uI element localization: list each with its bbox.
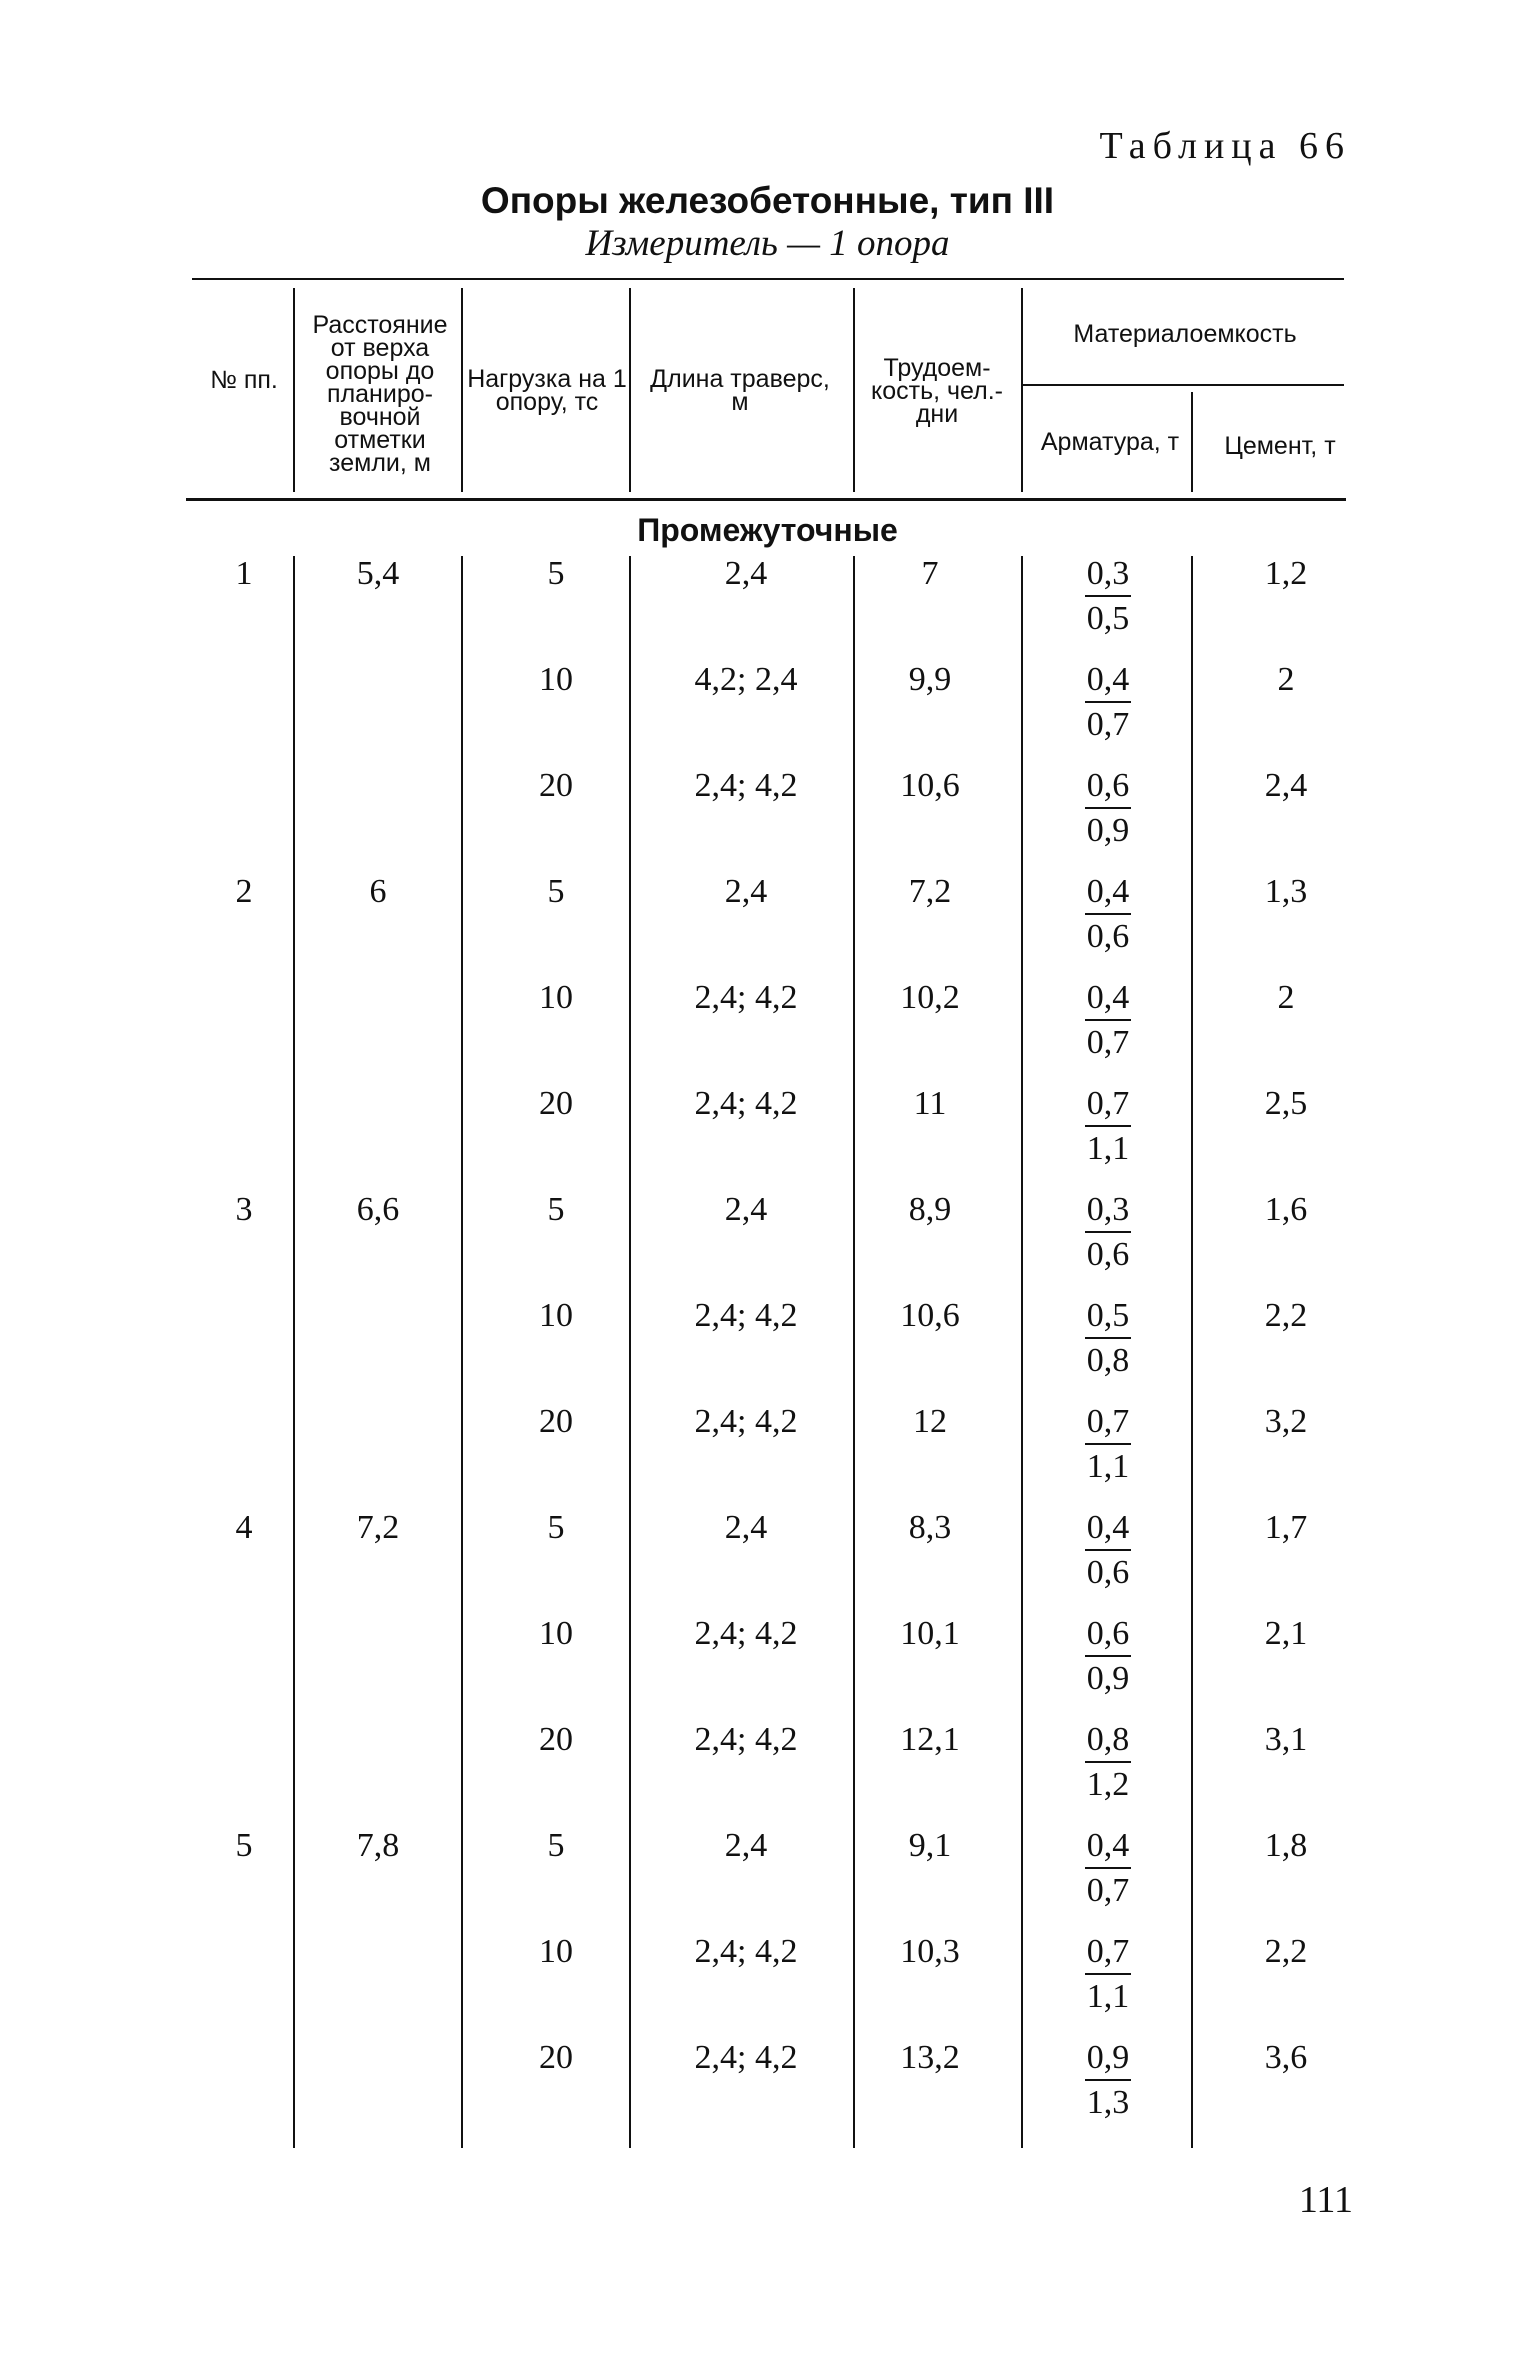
cell-labor: 8,9 bbox=[908, 1191, 952, 1228]
cell-length: 2,4 bbox=[724, 873, 768, 910]
fraction-bar bbox=[1085, 1549, 1131, 1551]
rebar-numerator: 0,7 bbox=[1086, 1933, 1130, 1970]
rebar-denominator: 0,9 bbox=[1086, 1660, 1130, 1697]
cell-cement: 1,3 bbox=[1264, 873, 1308, 910]
cell-length: 2,4 bbox=[724, 1191, 768, 1228]
cell-labor: 8,3 bbox=[908, 1509, 952, 1546]
cell-length: 2,4 bbox=[724, 1827, 768, 1864]
cell-labor: 7 bbox=[921, 555, 939, 592]
table-label: Таблица 66 bbox=[1099, 125, 1351, 167]
cell-cement: 2,4 bbox=[1264, 767, 1308, 804]
cell-load: 10 bbox=[539, 661, 573, 698]
cell-load: 20 bbox=[539, 1085, 573, 1122]
rebar-denominator: 0,9 bbox=[1086, 812, 1130, 849]
rebar-denominator: 1,2 bbox=[1086, 1766, 1130, 1803]
cell-distance: 7,2 bbox=[356, 1509, 400, 1546]
top-rule bbox=[192, 278, 1344, 280]
fraction-bar bbox=[1085, 807, 1131, 809]
rebar-denominator: 1,1 bbox=[1086, 1978, 1130, 2015]
cell-cement: 2 bbox=[1277, 661, 1295, 698]
header-distance: Расстояние от верха опоры до планиро- вочной отметки земли, м bbox=[312, 310, 448, 477]
cell-length: 2,4; 4,2 bbox=[694, 767, 798, 804]
rebar-numerator: 0,3 bbox=[1086, 555, 1130, 592]
rebar-denominator: 1,1 bbox=[1086, 1130, 1130, 1167]
body-divider bbox=[293, 556, 295, 2148]
rebar-numerator: 0,6 bbox=[1086, 1615, 1130, 1652]
fraction-bar bbox=[1085, 1655, 1131, 1657]
cell-length: 2,4; 4,2 bbox=[694, 1403, 798, 1440]
cell-rebar bbox=[1048, 1085, 1168, 1168]
cell-cement: 3,1 bbox=[1264, 1721, 1308, 1758]
fraction-bar bbox=[1085, 1973, 1131, 1975]
cell-load: 10 bbox=[539, 979, 573, 1016]
cell-length: 2,4; 4,2 bbox=[694, 1721, 798, 1758]
rebar-numerator: 0,6 bbox=[1086, 767, 1130, 804]
cell-distance: 6,6 bbox=[356, 1191, 400, 1228]
rebar-numerator: 0,8 bbox=[1086, 1721, 1130, 1758]
cell-rebar bbox=[1048, 661, 1168, 744]
rebar-numerator: 0,5 bbox=[1086, 1297, 1130, 1334]
rebar-numerator: 0,7 bbox=[1086, 1085, 1130, 1122]
cell-cement: 1,8 bbox=[1264, 1827, 1308, 1864]
body-divider bbox=[461, 556, 463, 2148]
header-cement: Цемент, т bbox=[1224, 431, 1336, 460]
body-divider bbox=[1191, 556, 1193, 2148]
cell-length: 4,2; 2,4 bbox=[694, 661, 798, 698]
cell-cement: 2,2 bbox=[1264, 1933, 1308, 1970]
header-divider bbox=[853, 288, 855, 492]
materials-rule bbox=[1022, 384, 1344, 386]
cell-cement: 3,6 bbox=[1264, 2039, 1308, 2076]
fraction-bar bbox=[1085, 595, 1131, 597]
fraction-bar bbox=[1085, 1761, 1131, 1763]
cell-rebar bbox=[1048, 1403, 1168, 1486]
cell-cement: 2 bbox=[1277, 979, 1295, 1016]
body-divider bbox=[853, 556, 855, 2148]
cell-length: 2,4 bbox=[724, 1509, 768, 1546]
cell-rebar bbox=[1048, 767, 1168, 850]
rebar-denominator: 0,8 bbox=[1086, 1342, 1130, 1379]
cell-load: 5 bbox=[547, 873, 565, 910]
cell-rebar bbox=[1048, 873, 1168, 956]
rebar-numerator: 0,4 bbox=[1086, 1827, 1130, 1864]
cell-rebar bbox=[1048, 555, 1168, 638]
header-divider bbox=[293, 288, 295, 492]
cell-load: 5 bbox=[547, 1509, 565, 1546]
cell-load: 20 bbox=[539, 1721, 573, 1758]
rebar-numerator: 0,4 bbox=[1086, 873, 1130, 910]
cell-length: 2,4; 4,2 bbox=[694, 979, 798, 1016]
header-divider bbox=[629, 288, 631, 492]
cell-num: 2 bbox=[235, 873, 253, 910]
cell-rebar bbox=[1048, 1615, 1168, 1698]
rebar-numerator: 0,4 bbox=[1086, 1509, 1130, 1546]
cell-cement: 1,7 bbox=[1264, 1509, 1308, 1546]
cell-cement: 1,6 bbox=[1264, 1191, 1308, 1228]
header-materials: Материалоемкость bbox=[1073, 319, 1297, 348]
cell-load: 10 bbox=[539, 1933, 573, 1970]
rebar-denominator: 0,5 bbox=[1086, 600, 1130, 637]
cell-labor: 9,1 bbox=[908, 1827, 952, 1864]
cell-labor: 10,6 bbox=[900, 767, 960, 804]
fraction-bar bbox=[1085, 913, 1131, 915]
cell-labor: 10,1 bbox=[900, 1615, 960, 1652]
cell-length: 2,4; 4,2 bbox=[694, 2039, 798, 2076]
rebar-denominator: 0,7 bbox=[1086, 1872, 1130, 1909]
cell-load: 20 bbox=[539, 1403, 573, 1440]
header-load: Нагрузка на 1 опору, тс bbox=[467, 365, 627, 416]
rebar-denominator: 0,6 bbox=[1086, 918, 1130, 955]
cell-labor: 10,2 bbox=[900, 979, 960, 1016]
page-number: 111 bbox=[1298, 2179, 1353, 2221]
rebar-denominator: 0,7 bbox=[1086, 1024, 1130, 1061]
cell-load: 10 bbox=[539, 1615, 573, 1652]
rebar-denominator: 1,1 bbox=[1086, 1448, 1130, 1485]
rebar-denominator: 0,6 bbox=[1086, 1554, 1130, 1591]
cell-num: 1 bbox=[235, 555, 253, 592]
fraction-bar bbox=[1085, 701, 1131, 703]
cell-labor: 10,6 bbox=[900, 1297, 960, 1334]
cell-load: 5 bbox=[547, 555, 565, 592]
cell-load: 10 bbox=[539, 1297, 573, 1334]
cell-labor: 12 bbox=[913, 1403, 947, 1440]
cell-length: 2,4; 4,2 bbox=[694, 1085, 798, 1122]
section-heading: Промежуточные bbox=[637, 512, 898, 548]
header-bottom-rule bbox=[186, 498, 1346, 501]
rebar-denominator: 0,7 bbox=[1086, 706, 1130, 743]
fraction-bar bbox=[1085, 1867, 1131, 1869]
cell-rebar bbox=[1048, 1827, 1168, 1910]
fraction-bar bbox=[1085, 2079, 1131, 2081]
rebar-numerator: 0,4 bbox=[1086, 661, 1130, 698]
cell-cement: 1,2 bbox=[1264, 555, 1308, 592]
cell-rebar bbox=[1048, 979, 1168, 1062]
table-title: Опоры железобетонные, тип III bbox=[480, 180, 1055, 221]
cell-num: 5 bbox=[235, 1827, 253, 1864]
cell-rebar bbox=[1048, 1721, 1168, 1804]
cell-load: 20 bbox=[539, 767, 573, 804]
cell-distance: 6 bbox=[369, 873, 387, 910]
cell-load: 5 bbox=[547, 1191, 565, 1228]
cell-labor: 12,1 bbox=[900, 1721, 960, 1758]
cell-rebar bbox=[1048, 1933, 1168, 2016]
cell-num: 3 bbox=[235, 1191, 253, 1228]
cell-labor: 13,2 bbox=[900, 2039, 960, 2076]
fraction-bar bbox=[1085, 1125, 1131, 1127]
cell-load: 20 bbox=[539, 2039, 573, 2076]
cell-rebar bbox=[1048, 1509, 1168, 1592]
cell-distance: 7,8 bbox=[356, 1827, 400, 1864]
header-labor: Трудоем- кость, чел.-дни bbox=[871, 353, 1003, 428]
cell-length: 2,4 bbox=[724, 555, 768, 592]
cell-rebar bbox=[1048, 1297, 1168, 1380]
cell-length: 2,4; 4,2 bbox=[694, 1933, 798, 1970]
cell-cement: 2,1 bbox=[1264, 1615, 1308, 1652]
cell-labor: 10,3 bbox=[900, 1933, 960, 1970]
cell-length: 2,4; 4,2 bbox=[694, 1615, 798, 1652]
cell-length: 2,4; 4,2 bbox=[694, 1297, 798, 1334]
cell-labor: 7,2 bbox=[908, 873, 952, 910]
header-length: Длина траверс, м bbox=[650, 365, 830, 416]
header-rebar: Арматура, т bbox=[1040, 427, 1180, 456]
rebar-numerator: 0,4 bbox=[1086, 979, 1130, 1016]
table-subtitle: Измеритель — 1 опора bbox=[585, 223, 950, 264]
header-divider bbox=[1021, 288, 1023, 492]
cell-distance: 5,4 bbox=[356, 555, 400, 592]
cell-labor: 9,9 bbox=[908, 661, 952, 698]
cell-rebar bbox=[1048, 2039, 1168, 2122]
cell-load: 5 bbox=[547, 1827, 565, 1864]
cell-rebar bbox=[1048, 1191, 1168, 1274]
cell-cement: 2,2 bbox=[1264, 1297, 1308, 1334]
header-divider bbox=[1191, 392, 1193, 492]
rebar-numerator: 0,9 bbox=[1086, 2039, 1130, 2076]
cell-labor: 11 bbox=[913, 1085, 947, 1122]
cell-cement: 2,5 bbox=[1264, 1085, 1308, 1122]
body-divider bbox=[629, 556, 631, 2148]
body-divider bbox=[1021, 556, 1023, 2148]
rebar-numerator: 0,7 bbox=[1086, 1403, 1130, 1440]
fraction-bar bbox=[1085, 1231, 1131, 1233]
cell-cement: 3,2 bbox=[1264, 1403, 1308, 1440]
fraction-bar bbox=[1085, 1019, 1131, 1021]
rebar-denominator: 1,3 bbox=[1086, 2084, 1130, 2121]
fraction-bar bbox=[1085, 1337, 1131, 1339]
rebar-denominator: 0,6 bbox=[1086, 1236, 1130, 1273]
rebar-numerator: 0,3 bbox=[1086, 1191, 1130, 1228]
header-num: № пп. bbox=[210, 365, 278, 394]
cell-num: 4 bbox=[235, 1509, 253, 1546]
fraction-bar bbox=[1085, 1443, 1131, 1445]
